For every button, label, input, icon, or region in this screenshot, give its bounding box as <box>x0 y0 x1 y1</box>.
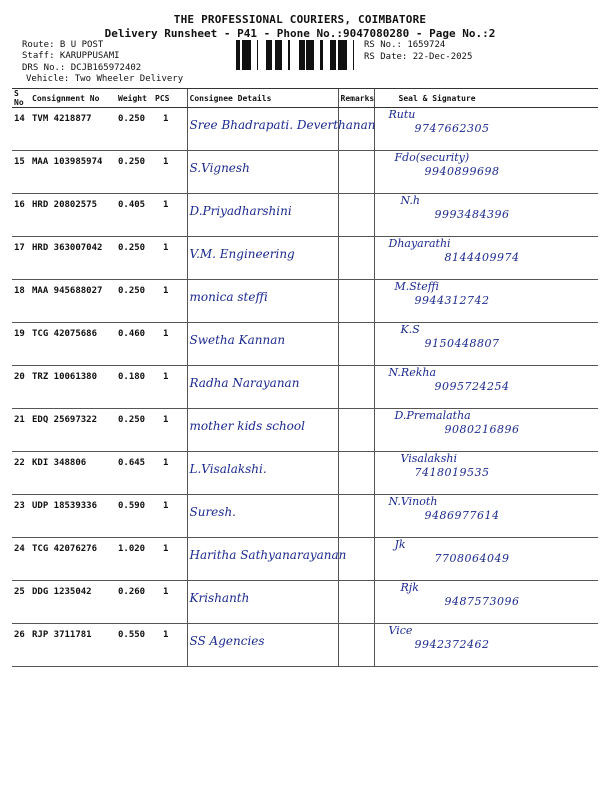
cell-consignment: UDP 18539336 <box>30 495 116 538</box>
signature-block <box>375 366 599 402</box>
cell-signature <box>374 495 598 538</box>
cell-consignment: EDQ 25697322 <box>30 409 116 452</box>
cell-sno: 17 <box>12 237 30 280</box>
signature-block <box>375 409 599 445</box>
signature-mark: K.S <box>400 323 420 336</box>
cell-consignment: RJP 3711781 <box>30 624 116 667</box>
cell-consignee <box>187 323 338 366</box>
cell-weight: 0.250 <box>116 237 153 280</box>
cell-consignee <box>187 108 376 151</box>
table-row <box>12 409 598 452</box>
cell-consignee <box>187 194 338 237</box>
cell-sno: 19 <box>12 323 30 366</box>
cell-consignment: HRD 20802575 <box>30 194 116 237</box>
cell-pcs: 1 <box>153 409 187 452</box>
signature-phone: 9080216896 <box>444 423 520 436</box>
cell-signature <box>374 538 598 581</box>
staff-label: Staff: KARUPPUSAMI <box>22 51 120 61</box>
cell-weight: 0.250 <box>116 151 153 194</box>
table-row <box>12 452 598 495</box>
route-label: Route: B U POST <box>22 40 104 50</box>
cell-sno: 20 <box>12 366 30 409</box>
col-header-weight: Weight <box>116 89 153 108</box>
cell-pcs: 1 <box>153 452 187 495</box>
cell-signature <box>374 452 598 495</box>
table-row <box>12 495 598 538</box>
table-row <box>12 581 598 624</box>
cell-sno: 24 <box>12 538 30 581</box>
cell-sno: 21 <box>12 409 30 452</box>
cell-consignment: MAA 103985974 <box>30 151 116 194</box>
consignee-handwriting: monica steffi <box>189 290 268 304</box>
cell-pcs: 1 <box>153 280 187 323</box>
signature-phone: 9095724254 <box>434 380 510 393</box>
cell-consignment: MAA 945688027 <box>30 280 116 323</box>
consignee-handwriting: Radha Narayanan <box>189 376 300 390</box>
signature-mark: D.Premalatha <box>394 409 471 422</box>
cell-consignee <box>187 237 338 280</box>
cell-remarks <box>338 151 374 194</box>
cell-signature <box>374 581 598 624</box>
signature-mark: N.h <box>400 194 421 207</box>
signature-phone: 7708064049 <box>434 552 510 565</box>
cell-weight: 0.250 <box>116 280 153 323</box>
cell-remarks <box>338 624 374 667</box>
signature-phone: 9940899698 <box>424 165 500 178</box>
cell-signature <box>374 194 598 237</box>
cell-remarks <box>338 323 374 366</box>
document-title: THE PROFESSIONAL COURIERS, COIMBATORE <box>173 13 427 26</box>
barcode-icon <box>236 40 360 70</box>
cell-consignment: TRZ 10061380 <box>30 366 116 409</box>
cell-consignee <box>187 366 338 409</box>
cell-pcs: 1 <box>153 194 187 237</box>
signature-mark: M.Steffi <box>394 280 440 293</box>
col-header-remarks: Remarks <box>338 89 374 108</box>
cell-weight: 0.405 <box>116 194 153 237</box>
cell-consignment: TCG 42075686 <box>30 323 116 366</box>
cell-weight: 0.250 <box>116 108 153 151</box>
signature-block <box>375 108 599 144</box>
cell-consignee <box>187 452 338 495</box>
consignee-handwriting: S.Vignesh <box>189 161 250 175</box>
signature-block <box>375 495 599 531</box>
cell-consignee <box>187 409 338 452</box>
cell-signature <box>374 151 598 194</box>
cell-sno: 25 <box>12 581 30 624</box>
table-row <box>12 323 598 366</box>
consignee-handwriting: Swetha Kannan <box>189 333 286 347</box>
cell-signature <box>374 366 598 409</box>
cell-sno: 26 <box>12 624 30 667</box>
signature-mark: N.Rekha <box>388 366 437 379</box>
consignee-handwriting: V.M. Engineering <box>189 247 295 261</box>
consignee-handwriting: Krishanth <box>189 591 250 605</box>
cell-weight: 0.460 <box>116 323 153 366</box>
drs-number: DRS No.: DCJB165972402 <box>22 63 142 73</box>
cell-consignment: DDG 1235042 <box>30 581 116 624</box>
cell-remarks <box>338 409 374 452</box>
cell-signature <box>374 237 598 280</box>
table-row <box>12 280 598 323</box>
col-header-pcs: PCS <box>153 89 187 108</box>
signature-mark: Rutu <box>388 108 416 121</box>
cell-pcs: 1 <box>153 581 187 624</box>
consignee-handwriting: D.Priyadharshini <box>189 204 292 218</box>
signature-block <box>375 194 599 230</box>
cell-sno: 16 <box>12 194 30 237</box>
cell-pcs: 1 <box>153 495 187 538</box>
signature-mark: Vice <box>388 624 413 637</box>
cell-sno: 22 <box>12 452 30 495</box>
cell-consignment: HRD 363007042 <box>30 237 116 280</box>
table-row <box>12 194 598 237</box>
consignee-handwriting: Sree Bhadrapati. Deverthanan <box>189 118 376 132</box>
cell-sno: 23 <box>12 495 30 538</box>
signature-block <box>375 624 599 660</box>
signature-phone: 9944312742 <box>414 294 490 307</box>
signature-mark: N.Vinoth <box>388 495 438 508</box>
signature-mark: Rjk <box>400 581 419 594</box>
table-row <box>12 624 598 667</box>
cell-pcs: 1 <box>153 366 187 409</box>
runsheet-subtitle: Delivery Runsheet - P41 - Phone No.:9047080280 - Page No.:2 <box>104 27 496 40</box>
cell-consignee <box>187 495 338 538</box>
signature-block <box>375 581 599 617</box>
cell-weight: 0.645 <box>116 452 153 495</box>
cell-signature <box>374 323 598 366</box>
cell-remarks <box>338 194 374 237</box>
cell-consignment: TCG 42076276 <box>30 538 116 581</box>
cell-pcs: 1 <box>153 538 187 581</box>
col-header-consignee: Consignee Details <box>187 89 338 108</box>
consignee-handwriting: Haritha Sathyanarayanan <box>189 548 347 562</box>
consignee-handwriting: Suresh. <box>189 505 236 519</box>
cell-pcs: 1 <box>153 237 187 280</box>
signature-block <box>375 323 599 359</box>
cell-weight: 0.590 <box>116 495 153 538</box>
cell-remarks <box>338 237 374 280</box>
consignee-handwriting: L.Visalakshi. <box>189 462 267 476</box>
cell-consignment: TVM 4218877 <box>30 108 116 151</box>
signature-block <box>375 151 599 187</box>
table-row <box>12 237 598 280</box>
signature-phone: 9993484396 <box>434 208 510 221</box>
table-row <box>12 108 598 151</box>
rs-date: RS Date: 22-Dec-2025 <box>364 52 473 62</box>
cell-pcs: 1 <box>153 624 187 667</box>
cell-remarks <box>338 452 374 495</box>
cell-remarks <box>338 280 374 323</box>
cell-remarks <box>338 366 374 409</box>
cell-signature <box>374 108 598 151</box>
table-header-row <box>12 89 598 108</box>
cell-consignee <box>187 151 338 194</box>
cell-consignee <box>187 581 338 624</box>
cell-pcs: 1 <box>153 108 187 151</box>
consignee-handwriting: mother kids school <box>189 419 305 433</box>
signature-phone: 9747662305 <box>414 122 490 135</box>
cell-weight: 0.260 <box>116 581 153 624</box>
cell-sno: 14 <box>12 108 30 151</box>
rs-number: RS No.: 1659724 <box>364 40 446 50</box>
cell-sno: 18 <box>12 280 30 323</box>
col-header-consignment: Consignment No <box>30 89 116 108</box>
runsheet-table <box>12 88 598 667</box>
cell-remarks <box>338 581 374 624</box>
cell-weight: 0.250 <box>116 409 153 452</box>
consignee-handwriting: SS Agencies <box>189 634 265 648</box>
signature-mark: Visalakshi <box>400 452 457 465</box>
table-row <box>12 366 598 409</box>
signature-phone: 9150448807 <box>424 337 500 350</box>
signature-phone: 9487573096 <box>444 595 520 608</box>
signature-mark: Dhayarathi <box>388 237 451 250</box>
signature-block <box>375 452 599 488</box>
signature-phone: 9486977614 <box>424 509 500 522</box>
signature-phone: 7418019535 <box>414 466 490 479</box>
cell-weight: 1.020 <box>116 538 153 581</box>
signature-block <box>375 237 599 273</box>
cell-signature <box>374 280 598 323</box>
cell-pcs: 1 <box>153 151 187 194</box>
cell-weight: 0.550 <box>116 624 153 667</box>
col-header-sno: S No <box>12 89 30 108</box>
signature-mark: Jk <box>394 538 406 551</box>
table-row <box>12 151 598 194</box>
cell-consignee <box>187 624 338 667</box>
cell-signature <box>374 409 598 452</box>
cell-remarks <box>338 495 374 538</box>
cell-sno: 15 <box>12 151 30 194</box>
col-header-signature: Seal & Signature <box>374 89 598 108</box>
signature-mark: Fdo(security) <box>394 151 470 164</box>
cell-consignment: KDI 348806 <box>30 452 116 495</box>
cell-consignee <box>187 280 338 323</box>
cell-consignee <box>187 538 347 581</box>
table-row <box>12 538 598 581</box>
cell-pcs: 1 <box>153 323 187 366</box>
cell-signature <box>374 624 598 667</box>
vehicle-label: Vehicle: Two Wheeler Delivery <box>26 74 184 84</box>
cell-weight: 0.180 <box>116 366 153 409</box>
signature-block <box>375 538 599 574</box>
signature-phone: 8144409974 <box>444 251 520 264</box>
signature-phone: 9942372462 <box>414 638 490 651</box>
signature-block <box>375 280 599 316</box>
